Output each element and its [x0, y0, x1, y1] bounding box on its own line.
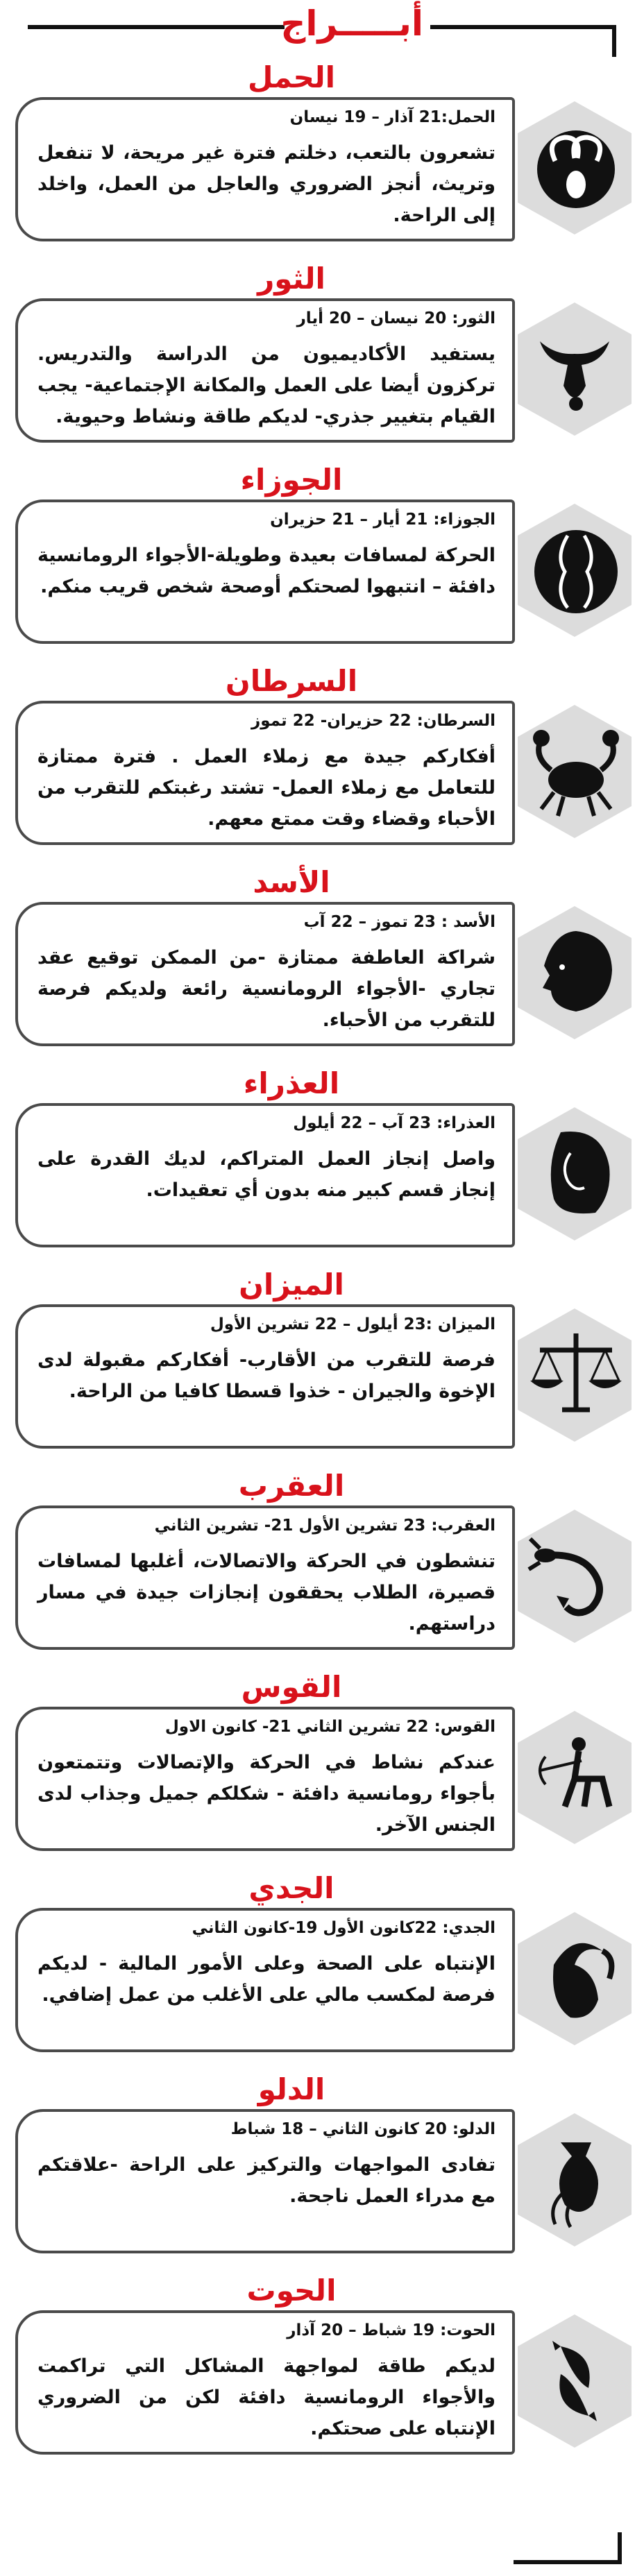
sign-description: تفادى المواجهات والتركيز على الراحة -علاقتكم مع مدراء العمل ناجحة.	[37, 2154, 495, 2207]
sign-name: الدلو	[257, 2072, 325, 2106]
pisces-icon	[512, 2312, 637, 2450]
sign-taurus	[0, 259, 644, 454]
sign-dates: الجدي: 22كانون الأول 19-كانون الثاني	[192, 1919, 495, 1937]
sign-leo	[0, 863, 644, 1057]
sign-dates: العذراء: 23 آب – 22 أيلول	[293, 1114, 495, 1132]
sign-sagittarius	[0, 1668, 644, 1862]
sign-pisces	[0, 2271, 644, 2466]
sign-description: الحركة لمسافات بعيدة وطويلة-الأجواء الرومانسية دافئة – انتبهوا لصحتكم أوصحة شخص قريب منكم.	[37, 545, 495, 597]
capricorn-icon	[512, 1909, 637, 2048]
sign-dates: الأسد : 23 تموز – 22 آب	[303, 913, 495, 931]
sign-name: الثور	[257, 262, 325, 296]
virgo-icon	[512, 1104, 637, 1243]
gemini-icon	[512, 501, 637, 640]
sign-libra	[0, 1265, 644, 1460]
sign-dates: العقرب: 23 تشرين الأول 21- تشرين الثاني	[154, 1517, 495, 1535]
sign-name: الحمل	[247, 60, 336, 94]
aquarius-icon	[512, 2110, 637, 2249]
sign-dates: الحوت: 19 شباط – 20 آذار	[287, 2321, 495, 2339]
sign-description: واصل إنجاز العمل المتراكم، لديك القدرة على إنجاز قسم كبير منه بدون أي تعقيدات.	[37, 1148, 495, 1201]
sign-description: الإنتباه على الصحة وعلى الأمور المالية - لديكم فرصة لمكسب مالي على الأغلب من عمل إضافي.	[37, 1953, 495, 2006]
sign-description: عندكم نشاط في الحركة والإتصالات وتتمتعون بأجواء رومانسية دافئة - شكلكم جميل وجذاب لدى الجنس الآخر.	[37, 1752, 495, 1836]
header-rule-left	[28, 25, 285, 29]
sign-card	[15, 1505, 515, 1650]
sign-description: شراكة العاطفة ممتازة -من الممكن توقيع عقد تجاري -الأجواء الرومانسية رائعة ولديكم فرصة للتقرب من الأحباء.	[37, 947, 495, 1031]
header-rule-right	[430, 25, 583, 29]
cancer-icon	[512, 702, 637, 841]
sign-card	[15, 97, 515, 241]
sign-aries	[0, 58, 644, 253]
sign-aquarius	[0, 2070, 644, 2264]
sagittarius-icon	[512, 1708, 637, 1847]
sign-name: العقرب	[238, 1469, 345, 1503]
sign-name: الأسد	[253, 865, 330, 899]
sign-name: الحوت	[246, 2274, 337, 2308]
sign-card	[15, 1908, 515, 2052]
page-header	[0, 0, 644, 56]
sign-dates: الثور: 20 نيسان – 20 أيار	[296, 309, 495, 327]
sign-name: الجوزاء	[240, 463, 343, 497]
sign-description: يستفيد الأكاديميون من الدراسة والتدريس. تركزون أيضا على العمل والمكانة الإجتماعية- يجب القيام بتغيير جذري- لديكم طاقة ونشاط وحيوية.	[37, 343, 495, 427]
footer-corner-bracket	[514, 2532, 622, 2564]
sign-card	[15, 1304, 515, 1449]
libra-icon	[512, 1306, 637, 1444]
sign-card	[15, 500, 515, 644]
sign-card	[15, 1707, 515, 1851]
sign-description: لديكم طاقة لمواجهة المشاكل التي تراكمت والأجواء الرومانسية دافئة لكن من الضروري الإنتباه على صحتكم.	[37, 2355, 495, 2439]
sign-dates: السرطان: 22 حزيران- 22 تموز	[251, 712, 495, 730]
sign-card	[15, 1103, 515, 1247]
sign-description: تنشطون في الحركة والاتصالات، أغلبها لمسافات قصيرة، الطلاب يحققون إنجازات جيدة في مسار دراستهم.	[37, 1551, 495, 1635]
sign-name: العذراء	[243, 1066, 340, 1100]
sign-dates: الميزان :23 أيلول – 22 تشرين الأول	[210, 1315, 495, 1333]
sign-name: القوس	[241, 1670, 342, 1704]
sign-scorpio	[0, 1467, 644, 1661]
aries-icon	[512, 99, 637, 237]
taurus-icon	[512, 300, 637, 438]
sign-cancer	[0, 662, 644, 856]
leo-icon	[512, 903, 637, 1042]
sign-capricorn	[0, 1869, 644, 2063]
sign-dates: الحمل:21 آذار – 19 نيسان	[289, 108, 495, 126]
sign-gemini	[0, 461, 644, 655]
page-title: أبـــــراج	[280, 3, 423, 44]
sign-name: السرطان	[225, 664, 358, 698]
sign-description: أفكاركم جيدة مع زملاء العمل . فترة ممتازة للتعامل مع زملاء العمل- تشتد رغبتكم للتقرب من الأحباء وقضاء وقت ممتع معهم.	[37, 746, 495, 830]
sign-card	[15, 902, 515, 1046]
sign-name: الميزان	[239, 1268, 344, 1302]
scorpio-icon	[512, 1507, 637, 1646]
sign-name: الجدي	[248, 1871, 334, 1905]
sign-card	[15, 298, 515, 443]
sign-dates: الدلو: 20 كانون الثاني – 18 شباط	[230, 2120, 495, 2138]
sign-card	[15, 2109, 515, 2253]
sign-virgo	[0, 1064, 644, 1259]
sign-dates: الجوزاء: 21 أيار – 21 حزيران	[270, 511, 495, 529]
sign-description: فرصة للتقرب من الأقارب- أفكاركم مقبولة لدى الإخوة والجيران - خذوا قسطا كافيا من الراحة.	[37, 1349, 495, 1402]
sign-description: تشعرون بالتعب، دخلتم فترة غير مريحة، لا تنفعل وتريث، أنجز الضروري والعاجل من العمل، واخلد إلى الراحة.	[37, 142, 495, 226]
sign-card	[15, 701, 515, 845]
header-corner-bracket	[573, 25, 616, 57]
sign-card	[15, 2310, 515, 2455]
sign-dates: القوس: 22 تشرين الثاني 21- كانون الاول	[164, 1718, 495, 1736]
